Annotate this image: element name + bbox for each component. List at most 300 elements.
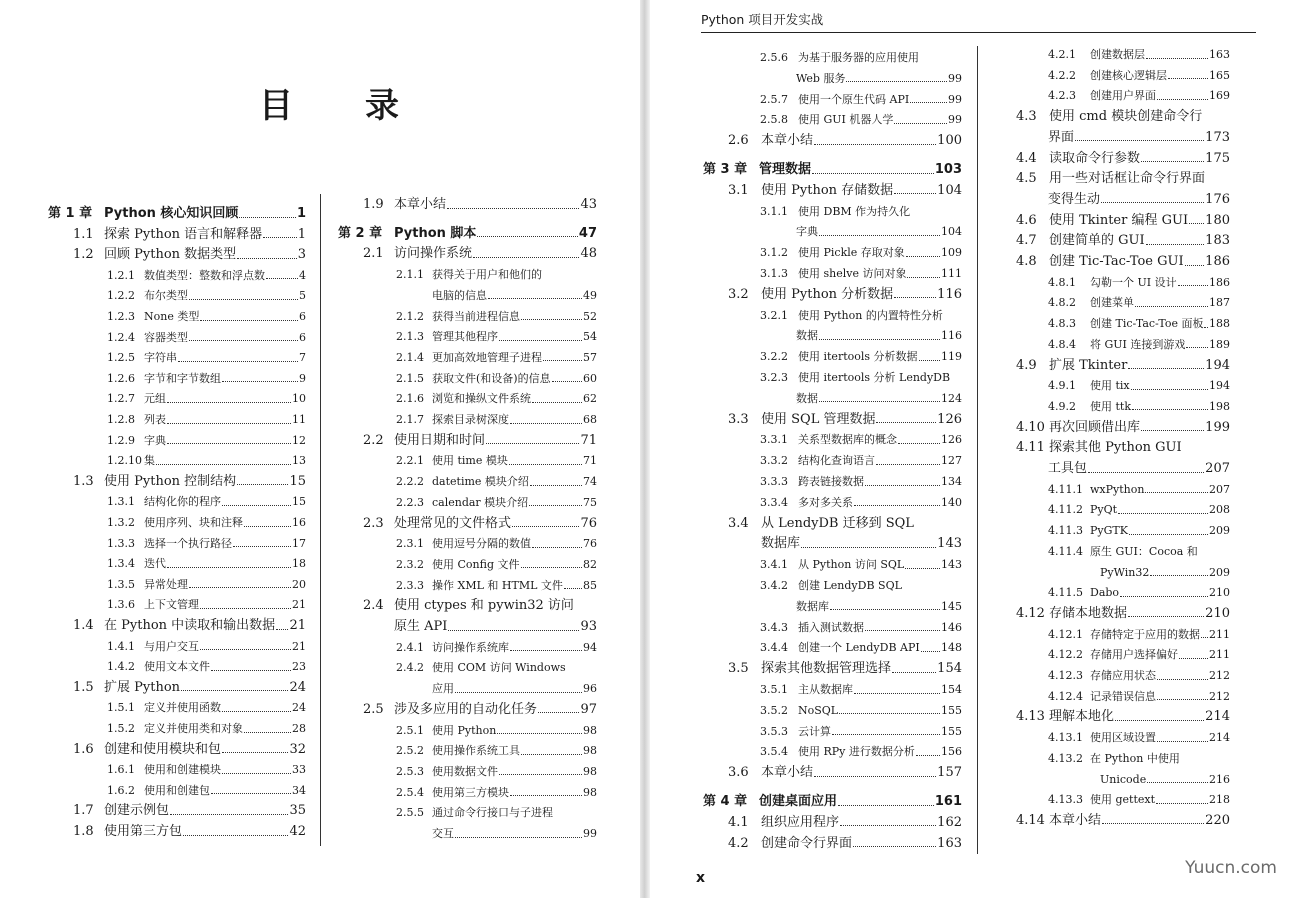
toc-entry <box>363 245 597 263</box>
toc-entry-page: 210 <box>1209 586 1230 600</box>
toc-leader-dots <box>183 835 288 836</box>
toc-entry <box>73 741 306 759</box>
toc-leader-dots <box>921 651 940 652</box>
toc-entry-number: 2.1.4 <box>396 350 424 364</box>
toc-entry <box>1016 253 1230 271</box>
toc-entry-title: 使用第三方包 <box>104 824 183 839</box>
toc-entry-title: 从 LendyDB 迁移到 SQL <box>761 515 914 531</box>
toc-entry-number: 1.2.8 <box>107 413 135 426</box>
toc-entry-title: 使用序列、块和注释 <box>144 516 243 529</box>
toc-leader-dots <box>1178 285 1208 286</box>
toc-entry-page: 54 <box>583 330 597 344</box>
toc-entry-number: 1.9 <box>363 197 384 212</box>
toc-entry-title: 勾勒一个 UI 设计 <box>1090 275 1177 289</box>
toc-entry-page: 220 <box>1205 812 1230 828</box>
toc-entry-page: 216 <box>1209 772 1230 786</box>
toc-leader-dots <box>819 339 940 340</box>
toc-entry-number: 1.2.6 <box>107 371 135 385</box>
toc-entry-number: 4.11.2 <box>1048 503 1083 517</box>
toc-entry <box>396 349 597 367</box>
toc-entry <box>363 196 597 214</box>
toc-leader-dots <box>1201 637 1208 638</box>
toc-entry-title: 创建简单的 GUI <box>1049 233 1145 249</box>
toc-entry-page: 163 <box>1209 48 1230 61</box>
toc-entry <box>107 308 306 326</box>
toc-entry-number: 2.2.1 <box>396 454 424 468</box>
toc-entry-page: 189 <box>1209 337 1230 351</box>
toc-entry <box>107 267 306 285</box>
toc-entry-title: 主从数据库 <box>798 683 853 696</box>
toc-entry-title: 使用 itertools 分析 LendyDB <box>798 371 951 384</box>
toc-entry <box>796 598 962 616</box>
toc-entry-title: 字符串 <box>144 351 177 365</box>
toc-entry-number: 1.2.9 <box>107 433 135 447</box>
toc-entry-number: 4.2 <box>728 835 749 851</box>
toc-entry-title: 使用 tix <box>1090 379 1130 393</box>
toc-entry-page: 186 <box>1205 254 1230 269</box>
toc-entry-number: 1.5.2 <box>107 722 135 735</box>
toc-entry-page: 85 <box>583 578 597 592</box>
toc-entry <box>1016 232 1230 250</box>
toc-entry-page: 74 <box>583 475 597 489</box>
toc-entry-title: 创建示例包 <box>104 803 170 819</box>
toc-entry-page: 15 <box>292 495 306 509</box>
toc-entry-number: 1.4.2 <box>107 660 135 674</box>
toc-entry-number: 2.5.7 <box>760 92 788 106</box>
toc-entry-number: 4.13 <box>1016 709 1045 725</box>
toc-leader-dots <box>876 422 936 423</box>
toc-entry <box>760 307 962 325</box>
toc-entry <box>760 556 962 574</box>
toc-entry-title: 用一些对话框让命令行界面 <box>1049 171 1206 187</box>
toc-entry-page: 140 <box>941 495 962 509</box>
toc-entry-title: 回顾 Python 数据类型 <box>104 247 237 263</box>
toc-entry-number: 1.4.1 <box>107 639 135 653</box>
toc-entry-page: 199 <box>1205 419 1230 435</box>
toc-entry-page: 154 <box>937 661 962 677</box>
toc-entry-number: 2.1.3 <box>396 330 424 344</box>
toc-entry <box>338 225 597 243</box>
toc-title <box>259 78 399 127</box>
toc-entry <box>1016 419 1230 437</box>
toc-entry <box>394 618 597 636</box>
toc-entry <box>1048 87 1230 105</box>
toc-entry-number: 2.2.2 <box>396 475 424 489</box>
toc-leader-dots <box>1146 58 1208 59</box>
toc-entry-number: 3.4.1 <box>760 558 788 572</box>
toc-entry <box>760 431 962 449</box>
toc-entry <box>703 793 962 811</box>
toc-leader-dots <box>801 547 936 548</box>
toc-entry-number: 4.12.1 <box>1048 627 1083 641</box>
toc-entry-title: 创建 Tic-Tac-Toe 面板 <box>1090 317 1204 331</box>
toc-entry-page: 165 <box>1209 68 1230 82</box>
toc-entry-page: 33 <box>292 763 306 777</box>
toc-leader-dots <box>1204 327 1208 328</box>
toc-entry <box>396 308 597 326</box>
toc-entry-title: 使用一个原生代码 API <box>798 92 910 106</box>
toc-entry <box>760 743 962 761</box>
toc-entry <box>396 763 597 781</box>
toc-entry-number: 3.1 <box>728 182 749 198</box>
toc-entry-title: 应用 <box>432 682 454 696</box>
toc-entry <box>363 515 597 533</box>
toc-entry-title: 变得生动 <box>1048 191 1101 207</box>
toc-entry-page: 212 <box>1209 689 1230 703</box>
toc-leader-dots <box>521 567 583 568</box>
toc-entry-page: 3 <box>297 247 306 263</box>
toc-leader-dots <box>167 443 291 444</box>
toc-entry-title: 使用 Python <box>432 723 497 737</box>
toc-entry-number: 2.3.1 <box>396 537 424 551</box>
toc-entry-page: 21 <box>292 598 306 612</box>
toc-leader-dots <box>1157 741 1208 742</box>
toc-entry-number: 4.9.1 <box>1048 379 1076 393</box>
toc-entry <box>1048 315 1230 333</box>
toc-entry-page: 76 <box>580 515 597 531</box>
page-number: x <box>696 870 706 886</box>
toc-leader-dots <box>1157 699 1208 700</box>
toc-entry <box>760 619 962 637</box>
toc-entry-number: 2.5.6 <box>760 51 788 64</box>
toc-entry-title: 在 Python 中读取和输出数据 <box>104 618 276 633</box>
toc-entry-page: 98 <box>583 785 597 799</box>
toc-entry-page: 1 <box>296 206 306 221</box>
toc-entry-page: 116 <box>937 286 962 302</box>
toc-entry-number: 4.6 <box>1016 212 1037 228</box>
toc-entry-number: 2.1.7 <box>396 413 424 426</box>
toc-entry-title: 使用文本文件 <box>144 660 210 674</box>
toc-entry-title: 处理常见的文件格式 <box>394 515 512 531</box>
toc-entry-title: datetime 模块介绍 <box>432 475 529 489</box>
toc-entry <box>396 659 597 677</box>
toc-leader-dots <box>1186 347 1208 348</box>
toc-entry-title: 获得当前进程信息 <box>432 309 520 323</box>
toc-entry-title: 字节和字节数组 <box>144 371 221 385</box>
toc-entry-title: 集 <box>144 454 155 468</box>
toc-leader-dots <box>552 381 582 382</box>
toc-entry-title: 关系型数据库的概念 <box>798 433 897 447</box>
toc-entry-number: 4.12.3 <box>1048 669 1083 682</box>
toc-entry-page: 43 <box>580 197 597 212</box>
toc-entry-page: 12 <box>292 433 306 447</box>
toc-entry <box>760 577 962 595</box>
toc-entry-page: 52 <box>583 309 597 323</box>
toc-entry-page: 57 <box>583 350 597 364</box>
toc-entry-title: 使用 Python 分析数据 <box>761 286 894 302</box>
toc-entry-number: 3.2.3 <box>760 371 788 384</box>
toc-entry-number: 1.6.2 <box>107 783 135 797</box>
toc-entry-title: 使用 RPy 进行数据分析 <box>798 745 915 759</box>
toc-entry-page: 34 <box>292 783 306 797</box>
toc-entry-page: 187 <box>1209 296 1230 310</box>
toc-entry <box>432 287 597 305</box>
toc-entry <box>48 205 306 223</box>
toc-entry-title: 记录错误信息 <box>1090 689 1156 703</box>
toc-entry <box>760 203 962 221</box>
toc-entry-title: 使用和创建包 <box>144 783 210 797</box>
toc-entry <box>396 722 597 740</box>
toc-leader-dots <box>488 298 582 299</box>
toc-entry <box>396 390 597 408</box>
toc-entry <box>1016 170 1230 188</box>
toc-entry-page: 82 <box>583 557 597 571</box>
toc-entry-number: 3.3 <box>728 411 749 427</box>
toc-entry-page: 155 <box>941 703 962 717</box>
toc-leader-dots <box>819 401 940 402</box>
toc-leader-dots <box>530 485 582 486</box>
toc-leader-dots <box>200 649 291 650</box>
toc-entry-title: 使用 Pickle 存取对象 <box>798 246 905 260</box>
toc-entry-number: 2.4.1 <box>396 640 424 654</box>
toc-leader-dots <box>521 754 582 755</box>
toc-entry-page: 126 <box>941 433 962 447</box>
toc-leader-dots <box>564 588 582 589</box>
toc-entry <box>760 702 962 720</box>
toc-entry <box>1016 357 1230 375</box>
toc-entry-number: 1.6.1 <box>107 763 135 777</box>
toc-entry-number: 1.6 <box>73 741 94 757</box>
toc-entry-title: 使用 gettext <box>1090 793 1156 807</box>
toc-entry-number: 1.2 <box>73 247 94 263</box>
toc-entry-page: 99 <box>948 92 962 106</box>
toc-entry-title: 访问操作系统库 <box>432 640 509 654</box>
toc-entry <box>396 577 597 595</box>
toc-entry-title: 使用和创建模块 <box>144 763 221 777</box>
toc-leader-dots <box>448 630 579 631</box>
toc-entry-page: 169 <box>1209 89 1230 103</box>
toc-leader-dots <box>455 837 582 838</box>
toc-entry <box>1016 439 1230 457</box>
toc-entry-title: 数据 <box>796 329 818 343</box>
toc-entry-number: 4.12.2 <box>1048 648 1083 662</box>
toc-entry <box>73 802 306 820</box>
toc-entry-page: 68 <box>583 413 597 426</box>
toc-entry-page: 208 <box>1209 503 1230 517</box>
toc-entry <box>73 226 306 244</box>
toc-entry <box>107 535 306 553</box>
toc-entry-page: 75 <box>583 495 597 509</box>
toc-entry-page: 13 <box>292 454 306 468</box>
toc-entry-page: 71 <box>583 454 597 468</box>
toc-entry-number: 2.6 <box>728 133 749 149</box>
right-page <box>650 0 1291 898</box>
toc-entry-title: 工具包 <box>1048 461 1088 476</box>
toc-entry-title: 使用 SQL 管理数据 <box>761 411 876 427</box>
toc-entry <box>760 681 962 699</box>
toc-entry-page: 124 <box>941 391 962 405</box>
toc-entry-title: 使用 ctypes 和 pywin32 访问 <box>394 598 574 614</box>
toc-entry-number: 第 2 章 <box>338 225 383 241</box>
toc-leader-dots <box>894 123 947 124</box>
toc-entry-page: 71 <box>580 432 597 448</box>
toc-leader-dots <box>1088 472 1204 473</box>
toc-entry-page: 49 <box>583 288 597 302</box>
toc-leader-dots <box>910 102 947 103</box>
toc-entry <box>760 639 962 657</box>
toc-entry-page: 214 <box>1205 709 1230 725</box>
toc-entry-number: 2.4 <box>363 598 384 614</box>
toc-leader-dots <box>812 173 934 174</box>
toc-entry <box>396 266 597 284</box>
toc-entry-page: 100 <box>937 133 962 149</box>
toc-entry <box>73 679 306 697</box>
toc-entry <box>1048 398 1230 416</box>
toc-entry-title: PyQt <box>1090 503 1118 517</box>
toc-entry-number: 2.3.2 <box>396 557 424 571</box>
toc-entry <box>396 370 597 388</box>
running-head: Python 项目开发实战 <box>701 10 1256 33</box>
toc-entry-title: wxPython <box>1090 482 1145 496</box>
toc-leader-dots <box>486 443 579 444</box>
toc-entry <box>760 244 962 262</box>
toc-entry-number: 4.4 <box>1016 150 1037 166</box>
toc-entry <box>728 764 962 782</box>
toc-entry-page: 143 <box>937 536 962 552</box>
toc-entry-title: 列表 <box>144 413 166 426</box>
toc-entry-title: 使用 Python 的内置特性分析 <box>798 308 943 322</box>
toc-leader-dots <box>894 297 936 298</box>
toc-entry-title: 使用 cmd 模块创建命令行 <box>1049 109 1203 125</box>
toc-entry-title: Unicode <box>1100 772 1147 786</box>
toc-entry-title: PyWin32 <box>1100 565 1150 579</box>
toc-entry-number: 1.2.10 <box>107 454 142 468</box>
toc-entry <box>1048 274 1230 292</box>
toc-entry-number: 1.3 <box>73 473 94 489</box>
toc-entry-number: 4.11 <box>1016 440 1045 456</box>
toc-entry <box>728 660 962 678</box>
toc-entry-page: 119 <box>941 350 962 364</box>
toc-entry <box>396 535 597 553</box>
toc-entry-number: 4.8.4 <box>1048 337 1076 351</box>
toc-entry-number: 2.1.1 <box>396 268 424 282</box>
toc-leader-dots <box>233 546 291 547</box>
toc-entry-number: 3.2 <box>728 286 749 302</box>
toc-entry <box>760 452 962 470</box>
toc-entry-page: 143 <box>941 558 962 572</box>
toc-entry-title: 使用 Config 文件 <box>432 557 520 571</box>
toc-entry-page: 207 <box>1205 461 1230 476</box>
toc-leader-dots <box>510 650 582 651</box>
toc-leader-dots <box>1128 616 1204 617</box>
toc-entry-page: 186 <box>1209 275 1230 289</box>
toc-leader-dots <box>1145 492 1208 493</box>
toc-entry <box>73 823 306 841</box>
toc-leader-dots <box>521 319 582 320</box>
toc-entry <box>396 328 597 346</box>
toc-entry-page: 5 <box>299 289 306 303</box>
toc-leader-dots <box>1146 244 1205 245</box>
toc-entry <box>1048 481 1230 499</box>
toc-entry-page: 194 <box>1209 379 1230 393</box>
toc-leader-dots <box>237 258 297 259</box>
toc-leader-dots <box>211 793 291 794</box>
toc-entry <box>107 432 306 450</box>
toc-leader-dots <box>1131 389 1208 390</box>
toc-entry <box>1048 626 1230 644</box>
toc-entry-page: 7 <box>299 351 306 365</box>
toc-entry-title: 使用 COM 访问 Windows <box>432 661 566 675</box>
toc-entry-number: 4.11.4 <box>1048 544 1083 558</box>
toc-leader-dots <box>1141 430 1204 431</box>
toc-entry <box>728 182 962 200</box>
toc-entry-title: 探索目录树深度 <box>432 413 509 426</box>
left-page <box>0 0 640 898</box>
toc-entry <box>1048 750 1230 768</box>
toc-leader-dots <box>276 629 288 630</box>
toc-entry <box>73 246 306 264</box>
toc-entry <box>796 223 962 241</box>
toc-entry-title: 创建桌面应用 <box>759 794 838 809</box>
toc-entry-title: 组织应用程序 <box>761 814 840 830</box>
toc-entry-number: 2.5.2 <box>396 744 424 758</box>
toc-leader-dots <box>244 732 291 733</box>
toc-entry <box>1048 46 1230 64</box>
toc-entry <box>107 329 306 347</box>
toc-leader-dots <box>865 630 940 631</box>
toc-entry <box>796 327 962 345</box>
toc-leader-dots <box>512 526 579 527</box>
toc-leader-dots <box>473 257 579 258</box>
toc-entry-number: 3.1.1 <box>760 204 788 218</box>
toc-entry-title: 理解本地化 <box>1049 709 1115 725</box>
toc-entry <box>760 348 962 366</box>
toc-entry-title: 从 Python 访问 SQL <box>798 558 905 572</box>
toc-entry <box>396 452 597 470</box>
toc-entry-title: 扩展 Tkinter <box>1049 357 1128 373</box>
toc-leader-dots <box>1129 534 1208 535</box>
toc-entry-number: 2.2.3 <box>396 495 424 509</box>
toc-entry-title: 管理数据 <box>759 162 812 177</box>
toc-entry-title: 创建核心逻辑层 <box>1090 68 1167 82</box>
toc-entry-title: 使用 DBM 作为持久化 <box>798 204 911 218</box>
toc-leader-dots <box>266 278 298 279</box>
toc-entry <box>703 161 962 179</box>
toc-entry-number: 1.2.2 <box>107 289 135 303</box>
toc-entry <box>1016 150 1230 168</box>
toc-entry-page: 21 <box>289 618 306 633</box>
toc-entry-page: 154 <box>941 683 962 696</box>
toc-entry <box>107 761 306 779</box>
toc-entry <box>796 390 962 408</box>
toc-entry <box>396 556 597 574</box>
toc-entry-title: 创建数据层 <box>1090 48 1145 61</box>
toc-entry-title: 探索其他数据管理选择 <box>761 661 892 677</box>
toc-entry-page: 210 <box>1205 605 1230 621</box>
toc-entry-title: 将 GUI 连接到游戏 <box>1090 337 1186 351</box>
toc-entry-page: 134 <box>941 475 962 488</box>
toc-entry-page: 21 <box>292 639 306 653</box>
toc-entry-page: 162 <box>937 814 962 830</box>
toc-entry-number: 3.5.1 <box>760 683 788 696</box>
toc-entry-number: 1.3.6 <box>107 598 135 612</box>
toc-entry-page: 218 <box>1209 793 1230 807</box>
toc-entry-title: 使用日期和时间 <box>394 432 486 448</box>
toc-leader-dots <box>894 193 936 194</box>
toc-entry-page: 157 <box>937 765 962 781</box>
toc-entry <box>363 701 597 719</box>
toc-entry-number: 4.12 <box>1016 605 1045 621</box>
toc-entry <box>1100 771 1230 789</box>
toc-leader-dots <box>1156 803 1208 804</box>
toc-leader-dots <box>189 340 298 341</box>
toc-entry-page: 180 <box>1205 212 1230 228</box>
toc-entry <box>1048 336 1230 354</box>
toc-entry-number: 4.11.5 <box>1048 586 1083 600</box>
toc-entry-title: Python 核心知识回顾 <box>104 206 239 221</box>
toc-entry <box>728 132 962 150</box>
toc-entry <box>760 265 962 283</box>
